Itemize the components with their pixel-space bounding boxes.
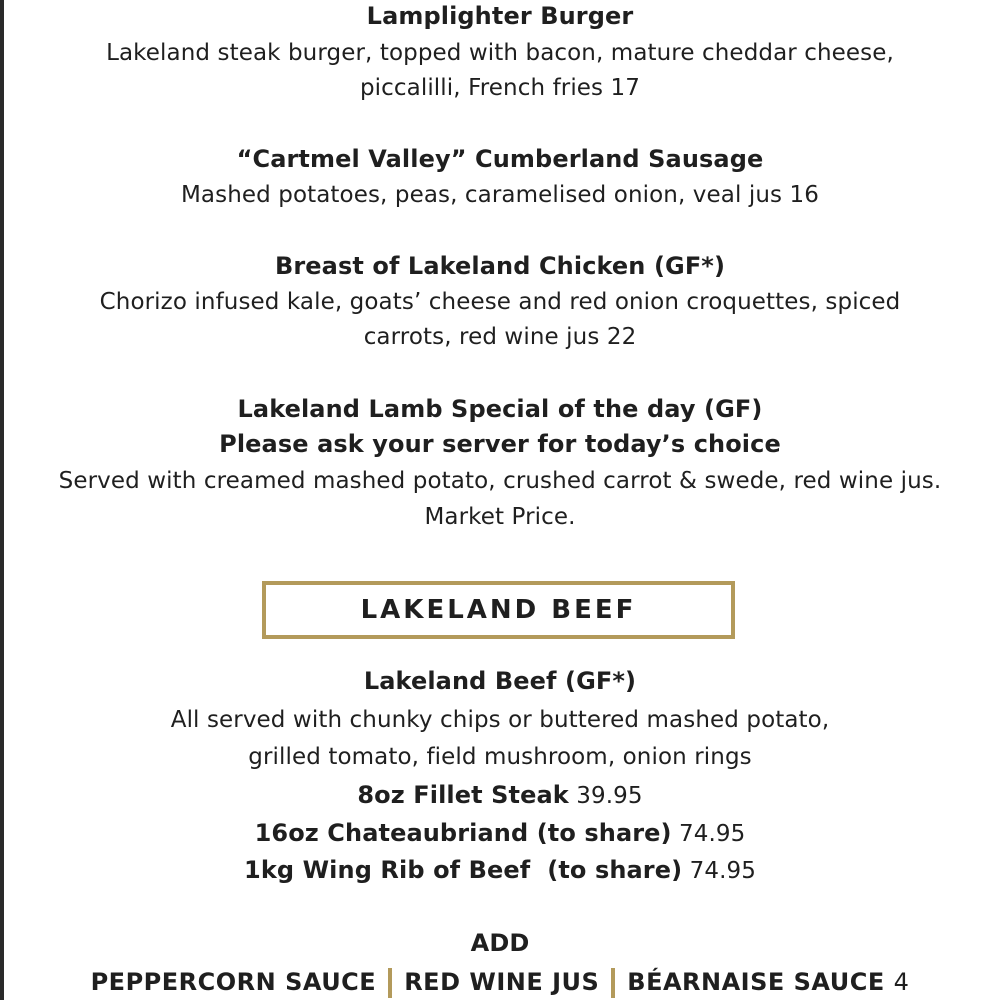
beef-heading: Lakeland Beef (GF*) (363, 667, 637, 695)
dish-description-chicken-line2: carrots, red wine jus 22 (363, 324, 637, 350)
section-title-lakeland-beef: LAKELAND BEEF (360, 595, 637, 625)
sauce-price: 4 (893, 968, 910, 996)
add-label: ADD (470, 929, 530, 957)
dish-description-lamb-line2: Market Price. (424, 504, 576, 530)
beef-description-line2: grilled tomato, field mushroom, onion rings (248, 744, 752, 770)
dish-description-sausage: Mashed potatoes, peas, caramelised onion, veal jus 16 (180, 182, 819, 208)
beef-description-line1: All served with chunky chips or buttered mashed potato, (170, 707, 830, 733)
dish-title-burger: Lamplighter Burger (366, 2, 634, 30)
gold-divider (611, 968, 615, 998)
beef-cut-name: 16oz Chateaubriand (to share) (254, 819, 672, 847)
dish-description-chicken-line1: Chorizo infused kale, goats’ cheese and red onion croquettes, spiced (99, 289, 901, 315)
sauce-bearnaise: BÉARNAISE SAUCE (627, 968, 885, 996)
beef-cut-wing-rib (0, 855, 1000, 886)
sauce-peppercorn: PEPPERCORN SAUCE (90, 968, 377, 996)
dish-title-lamb: Lakeland Lamb Special of the day (GF) (237, 395, 763, 423)
dish-description-burger-line2: piccalilli, French fries 17 (359, 75, 641, 101)
sauce-options (0, 966, 1000, 998)
beef-cut-chateaubriand (0, 818, 1000, 849)
beef-cut-price: 74.95 (689, 858, 756, 884)
beef-cut-fillet (0, 780, 1000, 811)
sauce-red-wine-jus: RED WINE JUS (404, 968, 600, 996)
dish-title-sausage: “Cartmel Valley” Cumberland Sausage (236, 145, 764, 173)
beef-cut-name: 1kg Wing Rib of Beef (to share) (244, 856, 683, 884)
beef-cut-name: 8oz Fillet Steak (357, 781, 569, 809)
beef-cut-price: 39.95 (576, 783, 643, 809)
beef-cut-price: 74.95 (679, 821, 746, 847)
section-heading-box (262, 581, 735, 639)
dish-description-burger-line1: Lakeland steak burger, topped with bacon, mature cheddar cheese, (106, 40, 894, 66)
dish-subtitle-lamb: Please ask your server for today’s choice (219, 430, 781, 458)
dish-description-lamb-line1: Served with creamed mashed potato, crushed carrot & swede, red wine jus. (58, 468, 942, 494)
dish-title-chicken: Breast of Lakeland Chicken (GF*) (274, 252, 726, 280)
gold-divider (388, 968, 392, 998)
